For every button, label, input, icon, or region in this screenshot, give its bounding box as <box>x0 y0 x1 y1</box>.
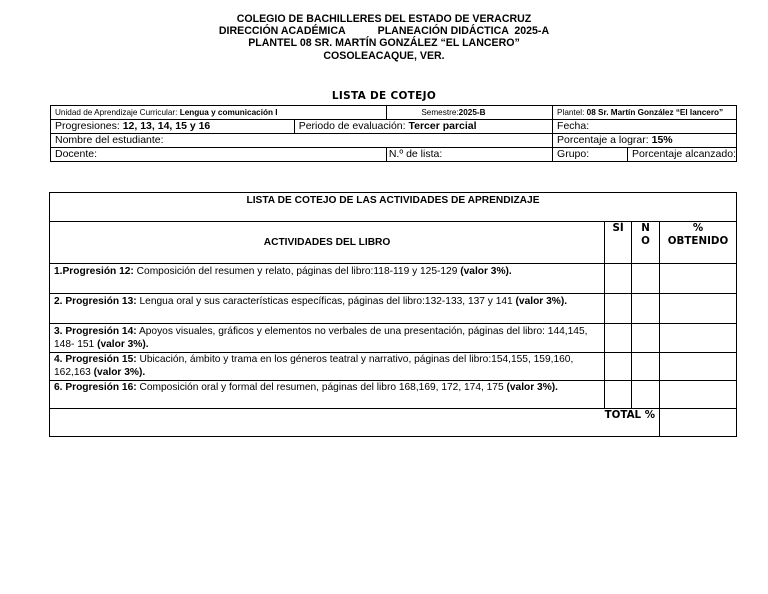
info-row-1 <box>51 106 737 120</box>
header-direction: DIRECCIÓN ACADÉMICA <box>218 25 346 38</box>
activity-no-cell[interactable] <box>632 294 660 324</box>
alcanzado-label[interactable]: Porcentaje alcanzado: <box>632 148 736 160</box>
activity-no-cell[interactable] <box>632 264 660 294</box>
plantel-value: 08 Sr. Martín González “El lancero” <box>586 108 724 117</box>
semestre-value: 2025-B <box>458 108 486 117</box>
activity-row <box>50 294 737 324</box>
activity-text <box>50 381 605 409</box>
col-no-letter-n: N <box>641 222 650 234</box>
porcentaje-label: Porcentaje a lograr: <box>557 134 652 146</box>
activity-description: Composición del resumen y relato, páginas del libro:118-119 y 125-129 <box>133 266 461 277</box>
activity-si-cell[interactable] <box>605 353 632 381</box>
activity-progression: 6. Progresión 16: <box>54 382 137 393</box>
progresiones-cell <box>51 120 295 134</box>
grupo-label[interactable]: Grupo: <box>553 148 628 161</box>
total-label: TOTAL % <box>50 409 660 437</box>
uac-value: Lengua y comunicación I <box>179 108 278 117</box>
header-direction-row <box>0 25 768 37</box>
progresiones-value: 12, 13, 14, 15 y 16 <box>122 120 211 132</box>
activity-pct-cell[interactable] <box>660 381 737 409</box>
activities-header-row <box>50 222 737 264</box>
grupo-alcanzado-cell <box>553 148 737 162</box>
progresiones-label: Progresiones: <box>55 120 123 132</box>
activity-si-cell[interactable] <box>605 381 632 409</box>
info-row-2 <box>51 120 737 134</box>
header-institution: COLEGIO DE BACHILLERES DEL ESTADO DE VERACRUZ <box>236 13 532 25</box>
activity-text <box>50 264 605 294</box>
activity-progression: 1.Progresión 12: <box>54 266 134 277</box>
activity-value: (valor 3%). <box>506 382 559 393</box>
porcentaje-value: 15% <box>651 134 673 146</box>
uac-label: Unidad de Aprendizaje Curricular: <box>55 108 180 117</box>
activity-pct-cell[interactable] <box>660 264 737 294</box>
header-city: COSOLEACAQUE, VER. <box>323 49 445 62</box>
periodo-value: Tercer parcial <box>408 120 477 132</box>
plantel-label: Plantel: <box>557 108 587 117</box>
info-row-3 <box>51 134 737 148</box>
fecha-label: Fecha: <box>557 120 590 132</box>
col-si-header: SÍ <box>605 222 632 264</box>
col-pct-label: OBTENIDO <box>667 235 729 247</box>
periodo-label: Periodo de evaluación: <box>298 120 409 132</box>
activity-no-cell[interactable] <box>632 324 660 353</box>
activity-si-cell[interactable] <box>605 324 632 353</box>
periodo-cell <box>294 120 552 134</box>
col-no-letter-o: O <box>641 235 650 247</box>
document-header <box>0 13 768 62</box>
semestre-label: Semestre: <box>421 108 459 117</box>
header-planning: PLANEACIÓN DIDÁCTICA 2025-A <box>377 25 550 38</box>
activity-description: Composición oral y formal del resumen, páginas del libro 168,169, 172, 174, 175 <box>136 382 507 393</box>
info-row-4 <box>51 148 737 162</box>
activity-value: (valor 3%). <box>515 296 568 307</box>
col-pct-header <box>660 222 737 264</box>
activity-description: Apoyos visuales, gráficos y elementos no verbales de una presentación, páginas del libro: 144,145, 148- 151 <box>54 326 588 350</box>
activity-si-cell[interactable] <box>605 264 632 294</box>
activities-table <box>49 192 737 437</box>
info-table <box>50 105 737 162</box>
activity-pct-cell[interactable] <box>660 294 737 324</box>
activity-no-cell[interactable] <box>632 381 660 409</box>
activity-progression: 3. Progresión 14: <box>54 326 137 337</box>
activity-description: Ubicación, ámbito y trama en los géneros teatral y narrativo, páginas del libro:154,155, 159,160, 162,163 <box>54 354 574 378</box>
activity-value: (valor 3%). <box>97 339 149 350</box>
activity-value: (valor 3%). <box>460 266 512 277</box>
col-activities-header: ACTIVIDADES DEL LIBRO <box>50 222 605 264</box>
total-row <box>50 409 737 437</box>
activity-progression: 4. Progresión 15: <box>54 354 137 365</box>
activity-no-cell[interactable] <box>632 353 660 381</box>
activity-value: (valor 3%). <box>93 367 146 378</box>
activity-progression: 2. Progresión 13: <box>54 296 137 307</box>
activity-row <box>50 353 737 381</box>
nombre-label: Nombre del estudiante: <box>55 134 164 146</box>
activity-text <box>50 353 605 381</box>
nombre-cell[interactable] <box>51 134 553 148</box>
activity-row <box>50 381 737 409</box>
activity-description: Lengua oral y sus características específicas, páginas del libro:132-133, 137 y 141 <box>136 296 516 307</box>
activity-row <box>50 264 737 294</box>
plantel-cell <box>553 106 737 120</box>
lista-label: N.º de lista: <box>388 148 443 160</box>
activities-title: LISTA DE COTEJO DE LAS ACTIVIDADES DE APRENDIZAJE <box>50 193 737 222</box>
activity-row <box>50 324 737 353</box>
semestre-cell <box>386 106 552 120</box>
page-title: LISTA DE COTEJO <box>331 90 437 102</box>
activities-title-row <box>50 193 737 222</box>
docente-cell[interactable] <box>51 148 387 162</box>
activity-pct-cell[interactable] <box>660 353 737 381</box>
docente-label: Docente: <box>55 148 98 160</box>
uac-cell <box>51 106 387 120</box>
activity-text <box>50 324 605 353</box>
activity-text <box>50 294 605 324</box>
lista-cell[interactable] <box>386 148 552 162</box>
total-value-cell[interactable] <box>660 409 737 437</box>
col-no-header <box>632 222 660 264</box>
fecha-cell[interactable] <box>553 120 737 134</box>
activity-si-cell[interactable] <box>605 294 632 324</box>
porcentaje-cell <box>553 134 737 148</box>
header-plantel: PLANTEL 08 SR. MARTÍN GONZÁLEZ “EL LANCERO” <box>248 37 520 50</box>
col-pct-symbol: % <box>692 222 704 234</box>
activity-pct-cell[interactable] <box>660 324 737 353</box>
